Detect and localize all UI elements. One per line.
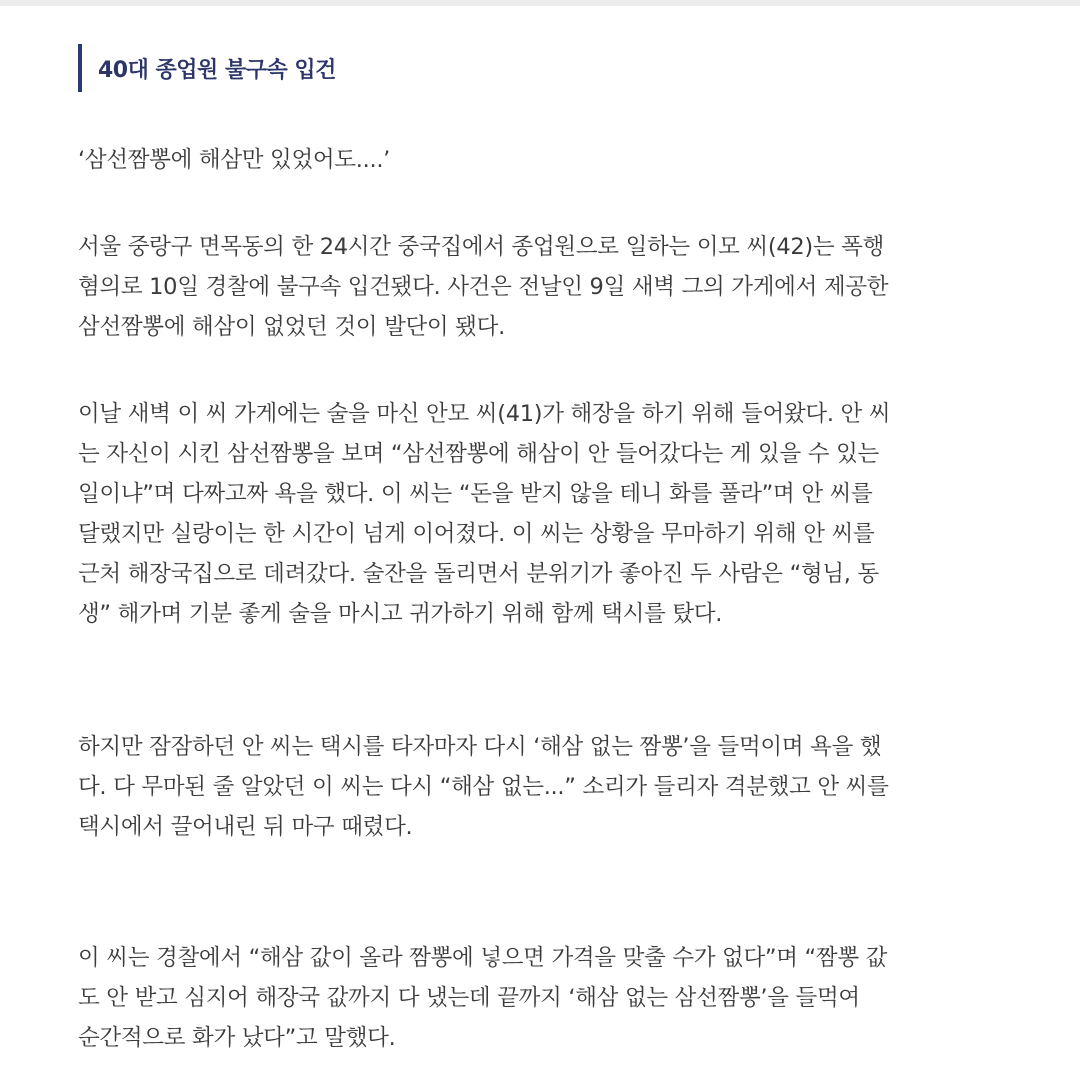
section-heading [78,44,1008,92]
paragraph-line: 하지만 잠잠하던 안 씨는 택시를 타자마자 다시 ‘해삼 없는 짬뽕’을 들먹이며 욕을 했 [78,734,882,760]
paragraph-4 [78,938,887,1058]
paragraph-line: 서울 중랑구 면목동의 한 24시간 중국집에서 종업원으로 일하는 이모 씨(42)는 폭행 [78,234,885,260]
paragraph-line: 도 안 받고 심지어 해장국 값까지 다 냈는데 끝까지 ‘해삼 없는 삼선짬뽕’을 들먹여 [78,985,860,1011]
paragraph-line: 달랬지만 실랑이는 한 시간이 넘게 이어졌다. 이 씨는 상황을 무마하기 위해 안 씨를 [78,521,875,547]
paragraph-line: 는 자신이 시킨 삼선짬뽕을 보며 “삼선짬뽕에 해삼이 안 들어갔다는 게 있을 수 있는 [78,441,879,467]
paragraph-line: 순간적으로 화가 났다”고 말했다. [78,1025,396,1051]
paragraph-line: 삼선짬뽕에 해삼이 없었던 것이 발단이 됐다. [78,314,505,340]
paragraph-line: 택시에서 끌어내린 뒤 마구 때렸다. [78,814,413,840]
paragraph-1 [78,227,888,347]
paragraph-line: 근처 해장국집으로 데려갔다. 술잔을 돌리면서 분위기가 좋아진 두 사람은 “형님, 동 [78,561,879,587]
paragraph-line: 생” 해가며 기분 좋게 술을 마시고 귀가하기 위해 함께 택시를 탔다. [78,601,723,627]
section-heading-text: 40대 종업원 불구속 입건 [98,57,336,83]
heading-accent-bar [78,44,82,92]
paragraph-2 [78,394,890,634]
paragraph-line: 이날 새벽 이 씨 가게에는 술을 마신 안모 씨(41)가 해장을 하기 위해 들어왔다. 안 씨 [78,401,891,427]
paragraph-line: 다. 다 무마된 줄 알았던 이 씨는 다시 “해삼 없는...” 소리가 들리자 격분했고 안 씨를 [78,774,889,800]
paragraph-line: 일이냐”며 다짜고짜 욕을 했다. 이 씨는 “돈을 받지 않을 테니 화를 풀라”며 안 씨를 [78,481,873,507]
paragraph-3 [78,727,889,847]
paragraph-quote [78,140,390,180]
paragraph-line: ‘삼선짬뽕에 해삼만 있었어도....’ [78,147,391,173]
paragraph-line: 혐의로 10일 경찰에 불구속 입건됐다. 사건은 전날인 9일 새벽 그의 가게에서 제공한 [78,274,889,300]
article-body [78,44,1008,1051]
paragraph-line: 이 씨는 경찰에서 “해삼 값이 올라 짬뽕에 넣으면 가격을 맞출 수가 없다”며 “짬뽕 값 [78,945,888,971]
top-divider [0,0,1080,6]
